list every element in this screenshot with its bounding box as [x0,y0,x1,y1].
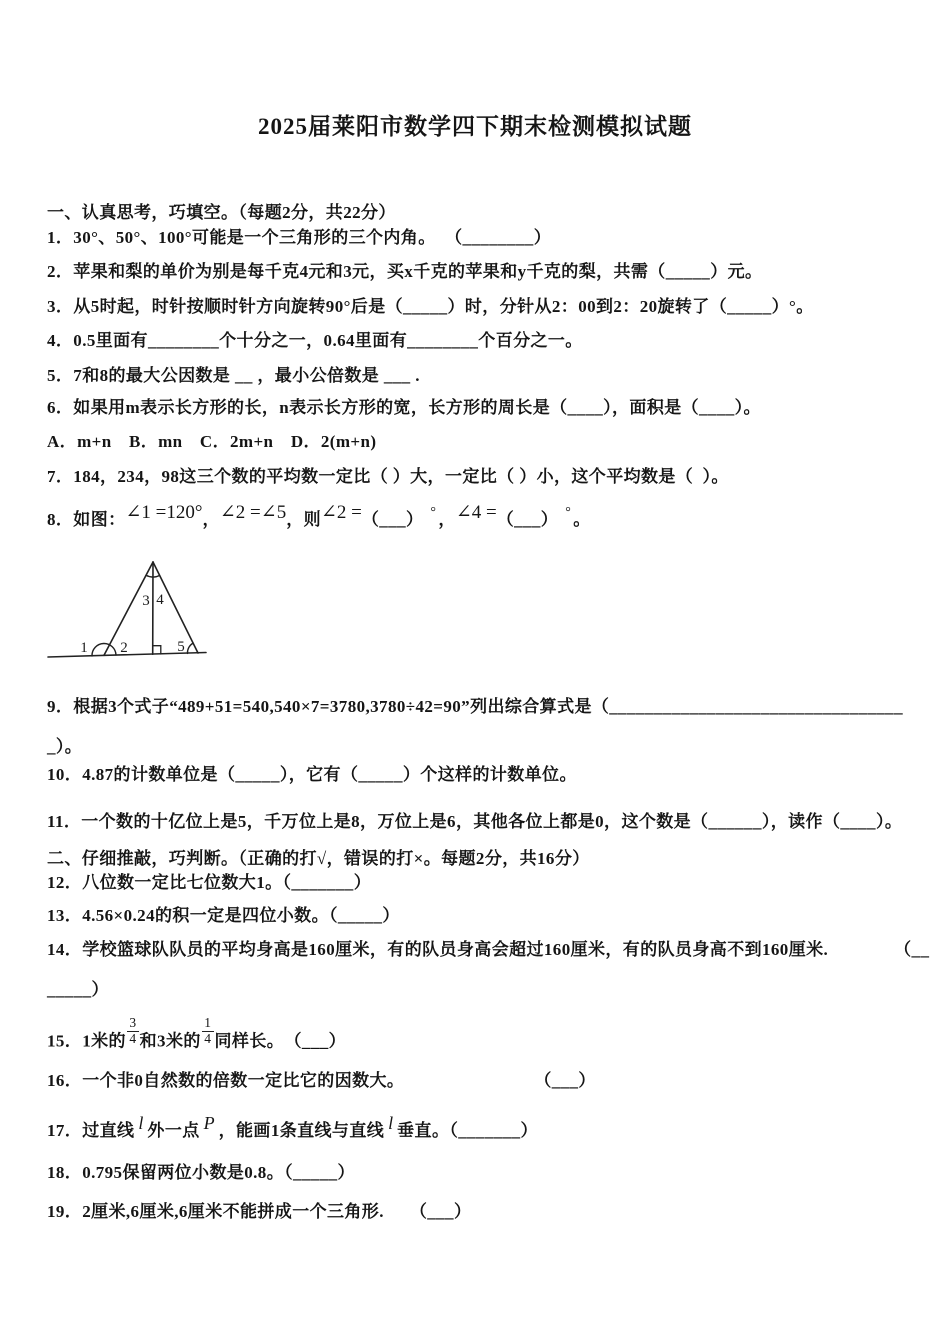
fraction-numerator: 1 [202,1016,214,1032]
question-4: 4．0.5里面有________个十分之一，0.64里面有________个百分之一。 [47,331,583,350]
question-8-prefix: 8．如图： [47,510,126,529]
question-8-sep1: ， [202,510,220,529]
figure-right-angle-marker [153,646,161,654]
question-15-p1: 15．1米的 [47,1031,126,1051]
question-9-continuation: _）。 [47,737,83,756]
degree-symbol: ° [430,505,437,520]
page-title: 2025届莱阳市数学四下期末检测模拟试题 [258,114,692,139]
angle-label-2: 2 [120,640,128,656]
question-12: 12．八位数一定比七位数大1。（_______） [47,873,372,892]
angle-equation-4: ∠4 = [455,502,497,523]
question-8-blank2: （___） [496,510,559,529]
section-2-header: 二、仔细推敲，巧判断。（正确的打√，错误的打×。每题2分，共16分） [47,849,590,868]
angle-equation-2: ∠2 =∠5 [219,502,287,523]
question-15-p2: 和3米的 [139,1031,201,1051]
question-9: 9．根据3个式子“489+51=540,540×7=3780,3780÷42=90”列出综合算式是（_________________________________ [47,697,903,716]
question-16-blank: （___） [534,1071,596,1090]
question-17-p3: ，能画1条直线与直线 [218,1121,385,1140]
angle-label-1: 1 [80,640,88,656]
question-18: 18．0.795保留两位小数是0.8。（_____） [47,1163,355,1182]
question-15-p3: 同样长。 （___） [214,1031,347,1051]
question-17-p4: 垂直。（_______） [397,1121,538,1140]
question-1 [47,227,551,249]
point-variable-p: P [203,1113,215,1133]
triangle-figure [40,548,225,670]
angle-equation-1: ∠1 =120° [125,502,203,523]
question-15 [47,1015,347,1053]
angle-equation-3: ∠2 = [321,502,362,523]
question-14-blank-open: （__ [894,940,930,959]
figure-right-vertex-arc [187,643,193,653]
question-17-p1: 17．过直线 [47,1121,135,1140]
section-1-header: 一、认真思考，巧填空。（每题2分，共22分） [47,203,396,222]
question-8 [47,502,591,533]
question-17-p2: 外一点 [147,1121,200,1140]
fraction-numerator: 3 [127,1016,139,1032]
question-19-blank: （___） [409,1202,472,1221]
line-variable-l: l [138,1113,144,1133]
question-2: 2．苹果和梨的单价为别是每千克4元和3元，买x千克的苹果和y千克的梨，共需（_____）元。 [47,262,763,281]
question-8-blank1: （___） [361,510,424,529]
question-10: 10．4.87的计数单位是（_____），它有（_____）个这样的计数单位。 [47,765,577,784]
question-16 [47,1070,596,1092]
question-17 [47,1113,538,1142]
fraction-three-fourths [127,1016,139,1046]
angle-label-3: 3 [142,593,150,609]
angle-label-4: 4 [156,592,164,608]
question-6: 6．如果用m表示长方形的长，n表示长方形的宽，长方形的周长是（____），面积是（____）。 [47,398,761,417]
question-3: 3．从5时起，时针按顺时针方向旋转90°后是（_____）时，分针从2：00到2：20旋转了（_____）°。 [47,297,814,316]
question-11: 11．一个数的十亿位上是5，千万位上是8，万位上是6，其他各位上都是0，这个数是（______），读作（____）。 [47,812,903,831]
question-19 [47,1201,471,1223]
question-8-mid: ，则 [286,510,322,529]
question-8-sep2: ， [438,510,456,529]
question-5: 5．7和8的最大公因数是 __ ，最小公倍数是 ___ . [47,366,420,385]
question-14-text: 14．学校篮球队队员的平均身高是160厘米，有的队员身高会超过160厘米，有的队员身高不到160厘米. [47,940,829,959]
fraction-denominator: 4 [204,1030,212,1046]
question-14 [47,939,929,961]
fraction-one-fourth [202,1016,214,1046]
question-1-text: 1．30°、50°、100°可能是一个三角形的三个内角。 [47,228,436,247]
degree-symbol: ° [565,505,572,520]
question-14-continuation: _____） [47,980,109,999]
question-1-blank: （________） [453,228,552,247]
angle-label-5: 5 [177,639,185,655]
line-variable-l: l [388,1113,394,1133]
question-7: 7．184，234，98这三个数的平均数一定比（ ）大，一定比（ ）小，这个平均数是（ ）。 [47,467,729,486]
question-19-text: 19．2厘米,6厘米,6厘米不能拼成一个三角形. [47,1202,384,1221]
question-16-text: 16．一个非0自然数的倍数一定比它的因数大。 [47,1071,405,1090]
question-8-end: 。 [573,510,591,529]
question-13: 13．4.56×0.24的积一定是四位小数。（_____） [47,906,400,925]
question-6-options: A．m+n B．mn C．2m+n D．2(m+n) [47,432,377,451]
fraction-denominator: 4 [129,1030,137,1046]
